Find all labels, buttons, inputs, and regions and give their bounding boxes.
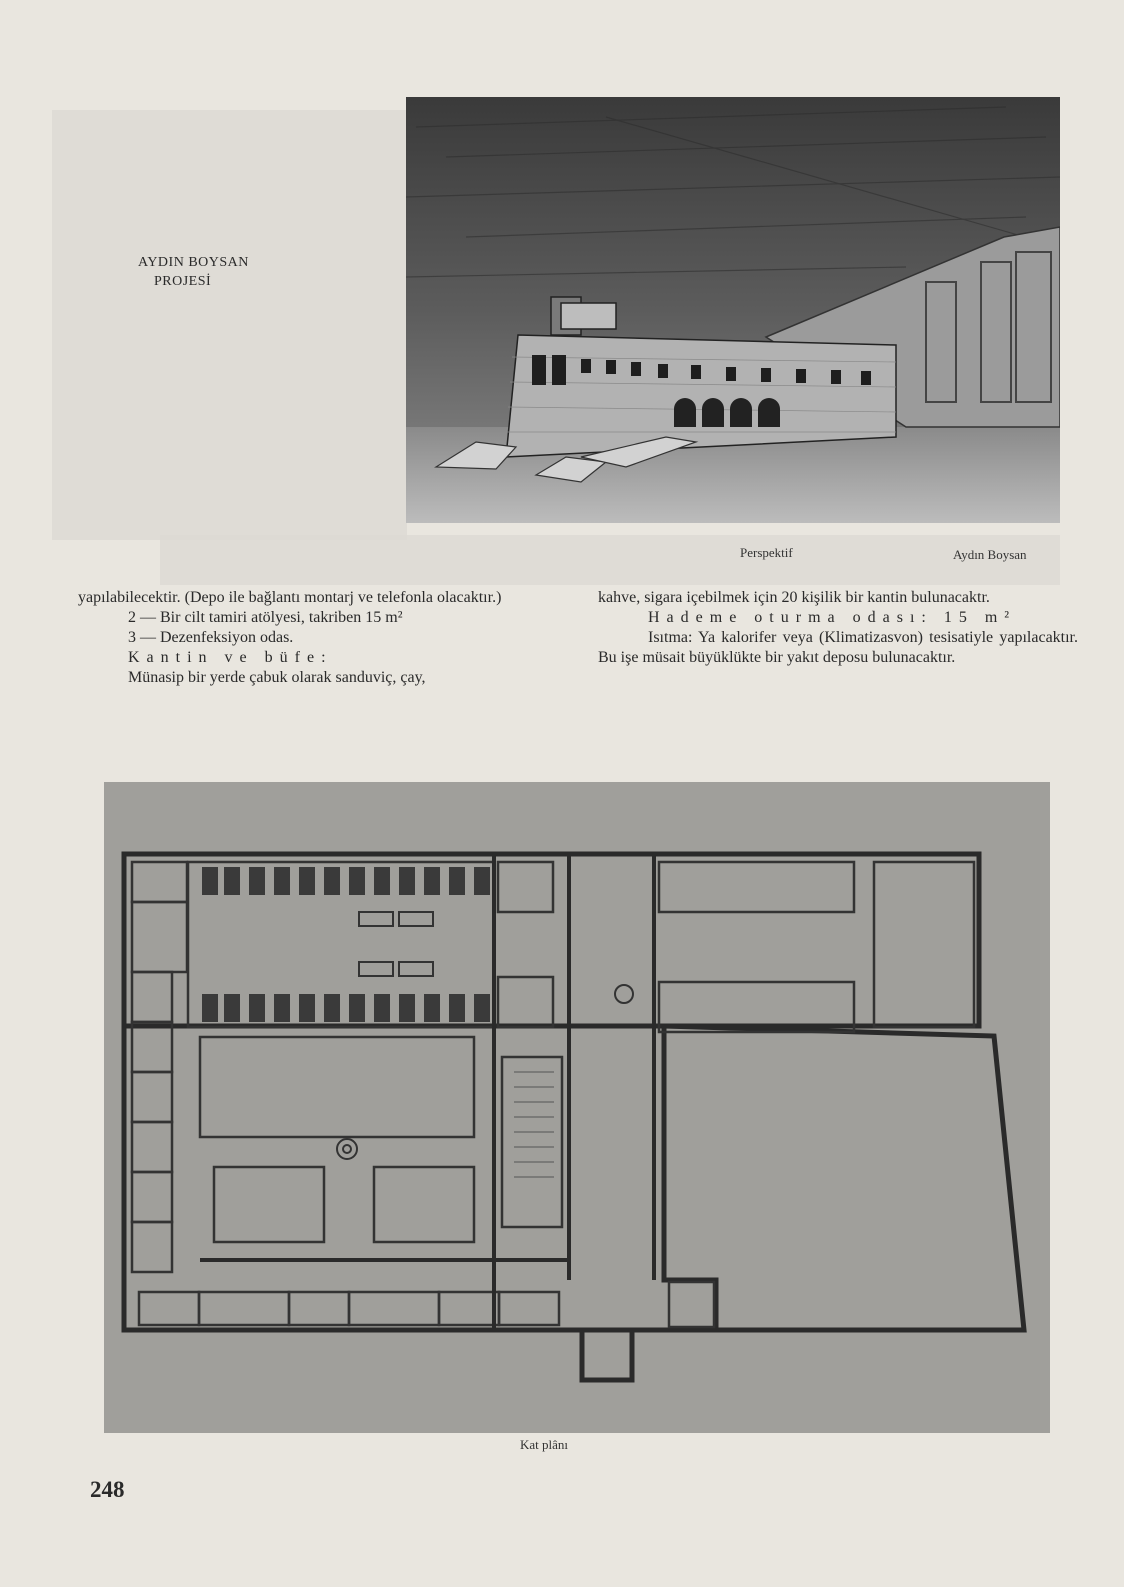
paragraph: Münasip bir yerde çabuk olarak sanduviç, çay,: [128, 669, 426, 686]
paragraph: kahve, sigara içebilmek için 20 kişilik bir kantin bulunacaktr.: [598, 589, 990, 606]
project-label-title: PROJESİ: [154, 274, 212, 289]
paragraph: yapılabilecektir. (Depo ile bağlantı montarj ve telefonla olacaktır.): [78, 589, 502, 606]
perspective-drawing: [406, 97, 1060, 523]
project-label-name: AYDIN BOYSAN: [138, 255, 249, 270]
list-item: 2 — Bir cilt tamiri atölyesi, takriben 15 m²: [128, 609, 403, 626]
floor-plan-caption: Kat plânı: [520, 1437, 569, 1452]
bleed-through-patch: [52, 110, 407, 540]
list-item: 3 — Dezenfeksiyon odas.: [128, 629, 294, 646]
floor-plan-drawing: [104, 782, 1050, 1433]
text-column-right: [598, 588, 1078, 668]
text-column-left: [78, 588, 548, 688]
bleed-through-patch: [160, 535, 1060, 585]
perspective-caption: Perspektif: [740, 545, 793, 560]
perspective-credit: Aydın Boysan: [953, 547, 1027, 562]
section-heading: Hademe oturma odası: 15 m²: [648, 609, 1017, 626]
section-heading: Kantin ve büfe:: [128, 649, 333, 666]
paragraph: Isıtma: Ya kalorifer veya (Klimatizasvon) tesisatiyle yapılacaktır. Bu işe müsait büyüklükte bir yakıt deposu bulunacaktır.: [598, 629, 1078, 666]
project-label: [138, 253, 288, 291]
page-number: 248: [90, 1477, 125, 1502]
